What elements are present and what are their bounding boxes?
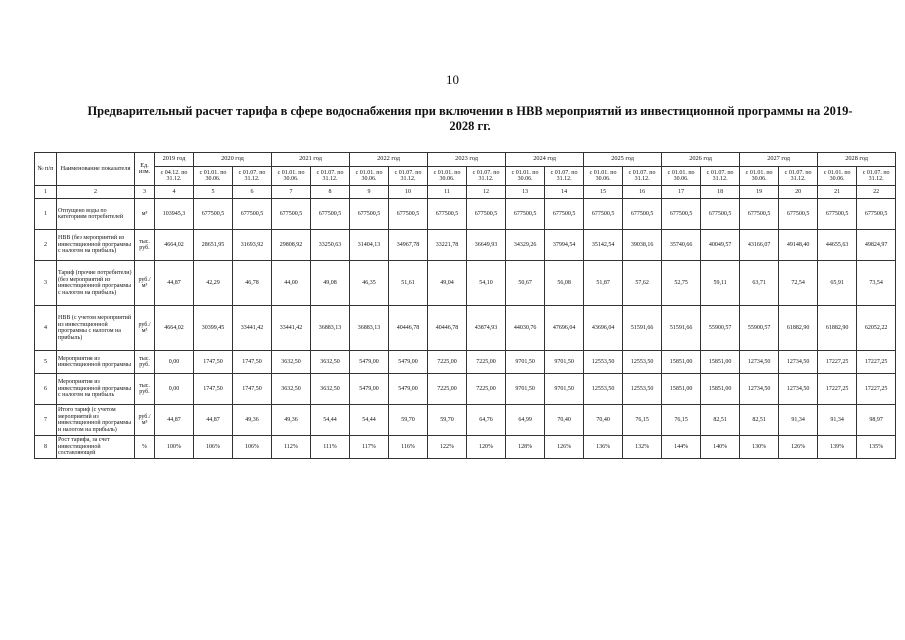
column-number: 15	[584, 186, 623, 199]
header-period: с 01.01. по 30.06.	[350, 167, 389, 186]
table-cell: 7225,00	[467, 374, 506, 405]
table-cell: 12553,50	[584, 374, 623, 405]
table-cell: 3632,50	[272, 351, 311, 374]
table-cell: 3632,50	[311, 374, 350, 405]
column-number: 4	[155, 186, 194, 199]
table-cell: 43166,07	[740, 230, 779, 261]
table-cell: 51591,66	[623, 306, 662, 351]
table-cell: 12734,50	[740, 351, 779, 374]
header-year: 2020 год	[194, 153, 272, 167]
header-period: с 01.01. по 30.06.	[818, 167, 857, 186]
table-cell: 677500,5	[623, 199, 662, 230]
table-cell: 677500,5	[779, 199, 818, 230]
table-cell: 82,51	[740, 405, 779, 436]
header-period: с 01.07. по 31.12.	[701, 167, 740, 186]
table-cell: 33221,78	[428, 230, 467, 261]
header-period: с 01.07. по 31.12.	[545, 167, 584, 186]
column-number: 11	[428, 186, 467, 199]
row-number: 7	[35, 405, 57, 436]
column-number: 13	[506, 186, 545, 199]
column-number: 22	[857, 186, 896, 199]
table-cell: 677500,5	[389, 199, 428, 230]
table-cell: 44030,76	[506, 306, 545, 351]
column-number: 17	[662, 186, 701, 199]
table-cell: 677500,5	[467, 199, 506, 230]
table-cell: 98,97	[857, 405, 896, 436]
row-unit: руб./м³	[135, 306, 155, 351]
table-cell: 5479,00	[350, 374, 389, 405]
row-indicator: Рост тарифа, за счет инвестиционной составляющей	[57, 436, 135, 459]
table-cell: 12734,50	[740, 374, 779, 405]
table-cell: 112%	[272, 436, 311, 459]
table-cell: 59,11	[701, 261, 740, 306]
table-cell: 55900,57	[701, 306, 740, 351]
column-number: 20	[779, 186, 818, 199]
table-cell: 1747,50	[233, 374, 272, 405]
table-cell: 100%	[155, 436, 194, 459]
table-cell: 116%	[389, 436, 428, 459]
table-cell: 677500,5	[584, 199, 623, 230]
row-number: 2	[35, 230, 57, 261]
header-year: 2022 год	[350, 153, 428, 167]
table-cell: 49,08	[311, 261, 350, 306]
header-period: с 01.07. по 31.12.	[779, 167, 818, 186]
column-numbers-row	[35, 186, 896, 199]
table-cell: 122%	[428, 436, 467, 459]
table-cell: 7225,00	[428, 374, 467, 405]
table-cell: 7225,00	[467, 351, 506, 374]
table-cell: 72,54	[779, 261, 818, 306]
table-cell: 46,78	[233, 261, 272, 306]
table-cell: 36883,13	[350, 306, 389, 351]
table-cell: 57,62	[623, 261, 662, 306]
header-period: с 01.07. по 31.12.	[623, 167, 662, 186]
table-cell: 44,87	[155, 261, 194, 306]
header-period: с 01.07. по 31.12.	[857, 167, 896, 186]
table-cell: 677500,5	[428, 199, 467, 230]
header-period: с 01.07. по 31.12.	[467, 167, 506, 186]
header-period: с 01.01. по 30.06.	[506, 167, 545, 186]
column-number: 9	[350, 186, 389, 199]
table-cell: 1747,50	[194, 351, 233, 374]
table-cell: 111%	[311, 436, 350, 459]
column-number: 21	[818, 186, 857, 199]
table-cell: 44,00	[272, 261, 311, 306]
table-cell: 4664,02	[155, 306, 194, 351]
table-cell: 56,08	[545, 261, 584, 306]
table-cell: 120%	[467, 436, 506, 459]
table-cell: 132%	[623, 436, 662, 459]
table-row	[35, 374, 896, 405]
table-cell: 677500,5	[701, 199, 740, 230]
table-cell: 61882,90	[779, 306, 818, 351]
header-period: с 01.01. по 30.06.	[272, 167, 311, 186]
row-number: 8	[35, 436, 57, 459]
table-cell: 17227,25	[857, 374, 896, 405]
table-cell: 47696,04	[545, 306, 584, 351]
table-cell: 40049,57	[701, 230, 740, 261]
table-cell: 9701,50	[545, 374, 584, 405]
table-cell: 51,87	[584, 261, 623, 306]
header-year: 2023 год	[428, 153, 506, 167]
table-cell: 65,91	[818, 261, 857, 306]
column-number: 5	[194, 186, 233, 199]
table-cell: 73,54	[857, 261, 896, 306]
table-cell: 103945,3	[155, 199, 194, 230]
table-cell: 3632,50	[272, 374, 311, 405]
table-cell: 677500,5	[662, 199, 701, 230]
header-year: 2025 год	[584, 153, 662, 167]
table-cell: 46,35	[350, 261, 389, 306]
table-cell: 34329,26	[506, 230, 545, 261]
table-cell: 1747,50	[194, 374, 233, 405]
table-cell: 17227,25	[857, 351, 896, 374]
table-cell: 34967,78	[389, 230, 428, 261]
header-period: с 01.01. по 30.06.	[428, 167, 467, 186]
row-indicator: Отпущено воды по категориям потребителей	[57, 199, 135, 230]
table-cell: 59,70	[428, 405, 467, 436]
header-period: с 01.01. по 30.06.	[662, 167, 701, 186]
column-number: 16	[623, 186, 662, 199]
header-year: 2019 год	[155, 153, 194, 167]
header-unit: Ед. изм.	[135, 153, 155, 186]
table-row	[35, 199, 896, 230]
column-number: 12	[467, 186, 506, 199]
header-year: 2027 год	[740, 153, 818, 167]
table-cell: 677500,5	[740, 199, 779, 230]
header-year: 2028 год	[818, 153, 896, 167]
table-cell: 17227,25	[818, 374, 857, 405]
table-cell: 42,29	[194, 261, 233, 306]
column-number: 14	[545, 186, 584, 199]
table-cell: 140%	[701, 436, 740, 459]
table-cell: 40446,78	[389, 306, 428, 351]
table-cell: 28651,95	[194, 230, 233, 261]
header-period: с 01.01. по 30.06.	[194, 167, 233, 186]
table-row	[35, 230, 896, 261]
column-number: 6	[233, 186, 272, 199]
table-cell: 50,67	[506, 261, 545, 306]
table-cell: 677500,5	[233, 199, 272, 230]
row-indicator: Мероприятия из инвестиционной программы с налогом на прибыль	[57, 374, 135, 405]
table-cell: 135%	[857, 436, 896, 459]
table-cell: 9701,50	[545, 351, 584, 374]
table-cell: 49,36	[233, 405, 272, 436]
table-cell: 15851,00	[662, 374, 701, 405]
table-cell: 106%	[194, 436, 233, 459]
column-number: 8	[311, 186, 350, 199]
header-year: 2026 год	[662, 153, 740, 167]
table-row	[35, 261, 896, 306]
table-cell: 33441,42	[233, 306, 272, 351]
row-indicator: НВВ (без мероприятий из инвестиционной программы с налогом на прибыль)	[57, 230, 135, 261]
table-cell: 29808,92	[272, 230, 311, 261]
table-cell: 12734,50	[779, 374, 818, 405]
header-periods-row	[35, 167, 896, 186]
table-cell: 31404,13	[350, 230, 389, 261]
header-period: с 01.07. по 31.12.	[389, 167, 428, 186]
row-unit: м³	[135, 199, 155, 230]
table-cell: 12553,50	[623, 374, 662, 405]
table-cell: 128%	[506, 436, 545, 459]
table-cell: 677500,5	[350, 199, 389, 230]
table-cell: 76,15	[623, 405, 662, 436]
table-cell: 51591,66	[662, 306, 701, 351]
row-unit: тыс. руб.	[135, 230, 155, 261]
table-cell: 49,36	[272, 405, 311, 436]
row-number: 3	[35, 261, 57, 306]
header-period: с 01.07. по 31.12.	[311, 167, 350, 186]
table-cell: 30399,45	[194, 306, 233, 351]
table-cell: 126%	[545, 436, 584, 459]
table-cell: 677500,5	[818, 199, 857, 230]
table-cell: 0,00	[155, 351, 194, 374]
row-number: 1	[35, 199, 57, 230]
table-cell: 43874,93	[467, 306, 506, 351]
table-cell: 5479,00	[389, 374, 428, 405]
column-number: 3	[135, 186, 155, 199]
header-period: с 04.12. по 31.12.	[155, 167, 194, 186]
table-cell: 9701,50	[506, 374, 545, 405]
table-cell: 677500,5	[857, 199, 896, 230]
table-cell: 117%	[350, 436, 389, 459]
table-cell: 51,61	[389, 261, 428, 306]
table-cell: 40446,78	[428, 306, 467, 351]
table-cell: 76,15	[662, 405, 701, 436]
table-cell: 12553,50	[584, 351, 623, 374]
table-cell: 136%	[584, 436, 623, 459]
table-cell: 91,34	[779, 405, 818, 436]
row-unit: тыс. руб.	[135, 374, 155, 405]
table-cell: 677500,5	[272, 199, 311, 230]
table-cell: 49824,97	[857, 230, 896, 261]
table-cell: 33441,42	[272, 306, 311, 351]
header-year: 2024 год	[506, 153, 584, 167]
header-indicator: Наименование показателя	[57, 153, 135, 186]
table-cell: 49,04	[428, 261, 467, 306]
table-cell: 677500,5	[311, 199, 350, 230]
table-cell: 5479,00	[350, 351, 389, 374]
table-cell: 9701,50	[506, 351, 545, 374]
table-cell: 1747,50	[233, 351, 272, 374]
column-number: 19	[740, 186, 779, 199]
page-number: 10	[446, 72, 459, 87]
column-number: 1	[35, 186, 57, 199]
table-cell: 4664,02	[155, 230, 194, 261]
table-row	[35, 306, 896, 351]
table-cell: 677500,5	[194, 199, 233, 230]
table-cell: 130%	[740, 436, 779, 459]
table-cell: 55900,57	[740, 306, 779, 351]
table-cell: 35740,66	[662, 230, 701, 261]
column-number: 10	[389, 186, 428, 199]
table-cell: 82,51	[701, 405, 740, 436]
table-cell: 0,00	[155, 374, 194, 405]
table-cell: 15851,00	[701, 374, 740, 405]
row-indicator: Мероприятия из инвестиционной программы	[57, 351, 135, 374]
header-period: с 01.07. по 31.12.	[233, 167, 272, 186]
row-number: 4	[35, 306, 57, 351]
row-unit: %	[135, 436, 155, 459]
table-cell: 44,87	[194, 405, 233, 436]
row-unit: тыс. руб.	[135, 351, 155, 374]
table-cell: 31693,92	[233, 230, 272, 261]
table-cell: 36883,13	[311, 306, 350, 351]
column-number: 7	[272, 186, 311, 199]
table-cell: 35142,54	[584, 230, 623, 261]
table-cell: 5479,00	[389, 351, 428, 374]
table-cell: 70,40	[545, 405, 584, 436]
table-cell: 59,70	[389, 405, 428, 436]
table-cell: 15851,00	[701, 351, 740, 374]
table-cell: 44,87	[155, 405, 194, 436]
table-cell: 17227,25	[818, 351, 857, 374]
document-title: Предварительный расчет тарифа в сфере водоснабжения при включении в НВВ мероприятий из инвестиционной программы на 2019-2028 гг.	[87, 104, 853, 133]
table-cell: 61882,90	[818, 306, 857, 351]
table-cell: 15851,00	[662, 351, 701, 374]
row-unit: руб./м³	[135, 405, 155, 436]
table-row	[35, 351, 896, 374]
row-indicator: Итого тариф (с учетом мероприятий из инвестиционной программы и налогом на прибыль)	[57, 405, 135, 436]
table-cell: 44655,63	[818, 230, 857, 261]
header-period: с 01.01. по 30.06.	[740, 167, 779, 186]
table-cell: 12734,50	[779, 351, 818, 374]
header-year: 2021 год	[272, 153, 350, 167]
column-number: 2	[57, 186, 135, 199]
row-number: 5	[35, 351, 57, 374]
table-cell: 64,99	[506, 405, 545, 436]
table-cell: 36649,93	[467, 230, 506, 261]
table-cell: 126%	[779, 436, 818, 459]
table-cell: 7225,00	[428, 351, 467, 374]
table-cell: 139%	[818, 436, 857, 459]
column-number: 18	[701, 186, 740, 199]
table-cell: 54,44	[311, 405, 350, 436]
table-cell: 144%	[662, 436, 701, 459]
header-num: № п/п	[35, 153, 57, 186]
table-cell: 62052,22	[857, 306, 896, 351]
table-cell: 54,10	[467, 261, 506, 306]
table-cell: 677500,5	[506, 199, 545, 230]
table-row	[35, 405, 896, 436]
row-indicator: Тариф (прочие потребители) (без мероприятий из инвестиционной программы с налогом на прибыль)	[57, 261, 135, 306]
table-cell: 49148,40	[779, 230, 818, 261]
row-number: 6	[35, 374, 57, 405]
table-row	[35, 436, 896, 459]
table-cell: 52,75	[662, 261, 701, 306]
table-cell: 63,71	[740, 261, 779, 306]
header-row	[35, 153, 896, 167]
table-cell: 39038,16	[623, 230, 662, 261]
table-cell: 54,44	[350, 405, 389, 436]
table-cell: 33250,63	[311, 230, 350, 261]
tariff-table	[34, 152, 896, 459]
row-unit: руб./м³	[135, 261, 155, 306]
table-cell: 91,34	[818, 405, 857, 436]
table-cell: 106%	[233, 436, 272, 459]
table-cell: 43696,04	[584, 306, 623, 351]
table-cell: 70,40	[584, 405, 623, 436]
table-cell: 64,76	[467, 405, 506, 436]
row-indicator: НВВ (с учетом мероприятий из инвестиционной программы с налогом на прибыль)	[57, 306, 135, 351]
table-cell: 3632,50	[311, 351, 350, 374]
table-cell: 12553,50	[623, 351, 662, 374]
table-cell: 677500,5	[545, 199, 584, 230]
header-period: с 01.01. по 30.06.	[584, 167, 623, 186]
table-cell: 37994,54	[545, 230, 584, 261]
